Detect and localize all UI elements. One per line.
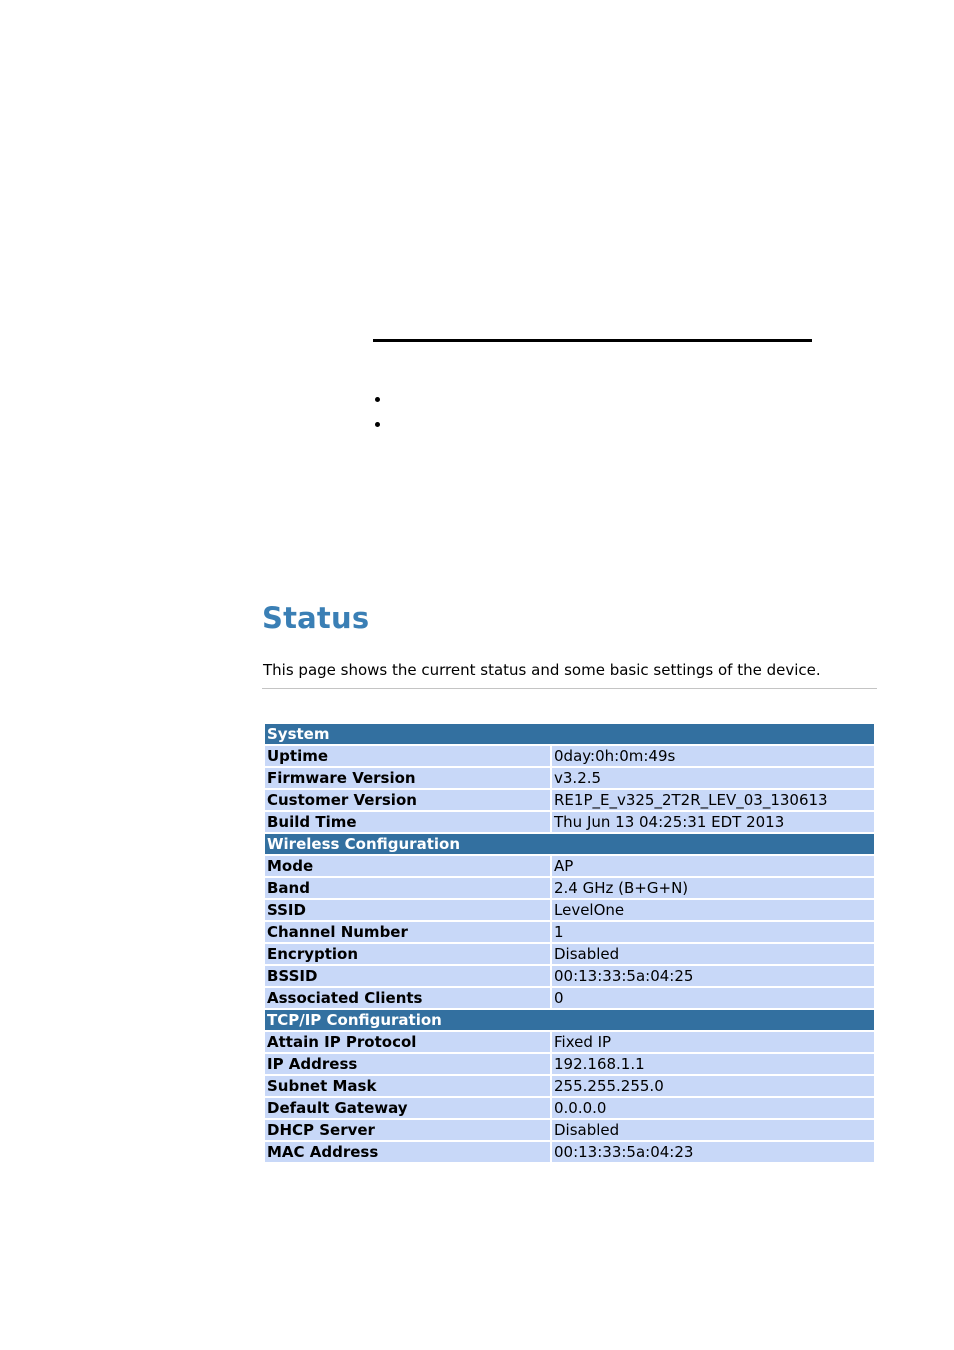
row-value: 2.4 GHz (B+G+N) [552, 878, 874, 898]
bullet-point [375, 397, 380, 402]
table-row [265, 856, 874, 876]
row-value: 1 [552, 922, 874, 942]
row-label: IP Address [265, 1054, 550, 1074]
row-label: Mode [265, 856, 550, 876]
row-value: 192.168.1.1 [552, 1054, 874, 1074]
row-label: Attain IP Protocol [265, 1032, 550, 1052]
row-value: Disabled [552, 944, 874, 964]
section-title: System [265, 724, 874, 744]
section-header-tcpip [265, 1010, 874, 1030]
row-value: 00:13:33:5a:04:23 [552, 1142, 874, 1162]
table-row [265, 1098, 874, 1118]
row-label: Channel Number [265, 922, 550, 942]
table-row [265, 790, 874, 810]
row-value: Thu Jun 13 04:25:31 EDT 2013 [552, 812, 874, 832]
table-row [265, 966, 874, 986]
row-label: Build Time [265, 812, 550, 832]
table-row [265, 1076, 874, 1096]
table-row [265, 878, 874, 898]
table-row [265, 1032, 874, 1052]
row-value: 0.0.0.0 [552, 1098, 874, 1118]
row-label: MAC Address [265, 1142, 550, 1162]
table-row [265, 988, 874, 1008]
row-value: AP [552, 856, 874, 876]
section-title: TCP/IP Configuration [265, 1010, 874, 1030]
row-label: BSSID [265, 966, 550, 986]
table-row [265, 812, 874, 832]
table-row [265, 900, 874, 920]
bullet-point [375, 422, 380, 427]
title-divider [262, 688, 877, 689]
row-label: Customer Version [265, 790, 550, 810]
row-value: 00:13:33:5a:04:25 [552, 966, 874, 986]
row-label: Uptime [265, 746, 550, 766]
row-value: v3.2.5 [552, 768, 874, 788]
row-value: 255.255.255.0 [552, 1076, 874, 1096]
row-label: Encryption [265, 944, 550, 964]
document-rule [373, 339, 812, 342]
table-row [265, 1120, 874, 1140]
row-value: Fixed IP [552, 1032, 874, 1052]
row-label: SSID [265, 900, 550, 920]
status-table [263, 722, 876, 1164]
page-description: This page shows the current status and some basic settings of the device. [263, 661, 821, 679]
table-row [265, 1142, 874, 1162]
row-label: Firmware Version [265, 768, 550, 788]
row-label: Associated Clients [265, 988, 550, 1008]
section-header-system [265, 724, 874, 744]
row-label: Default Gateway [265, 1098, 550, 1118]
row-value: RE1P_E_v325_2T2R_LEV_03_130613 [552, 790, 874, 810]
table-row [265, 768, 874, 788]
table-row [265, 944, 874, 964]
section-title: Wireless Configuration [265, 834, 874, 854]
row-value: 0day:0h:0m:49s [552, 746, 874, 766]
row-label: DHCP Server [265, 1120, 550, 1140]
row-value: LevelOne [552, 900, 874, 920]
row-label: Subnet Mask [265, 1076, 550, 1096]
table-row [265, 1054, 874, 1074]
table-row [265, 922, 874, 942]
row-label: Band [265, 878, 550, 898]
row-value: Disabled [552, 1120, 874, 1140]
table-row [265, 746, 874, 766]
section-header-wireless [265, 834, 874, 854]
page-title: Status [262, 601, 370, 635]
row-value: 0 [552, 988, 874, 1008]
